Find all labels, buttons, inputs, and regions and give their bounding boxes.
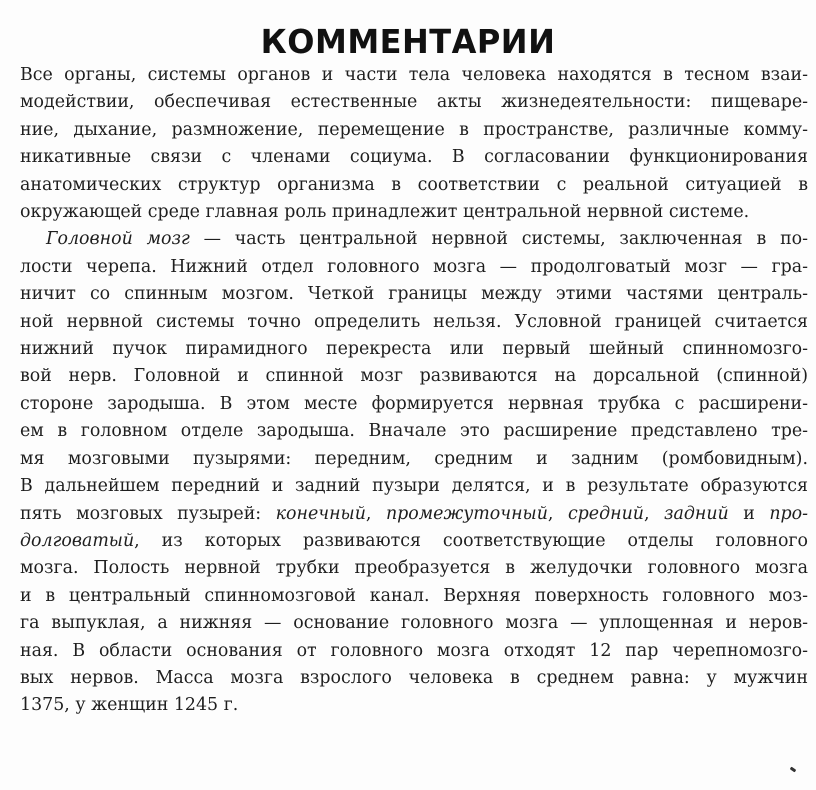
text-line: мя мозговыми пузырями: передним, средним и задним (ромбовидным). <box>20 448 808 469</box>
text-fragment: и <box>728 503 770 524</box>
text-line: Все органы, системы органов и части тела человека находятся в тесном взаи- <box>20 65 808 85</box>
text-line: стороне зародыша. В этом месте формируется нервная трубка с расширени- <box>20 393 808 414</box>
text-line: ние, дыхание, размножение, перемещение в пространстве, различные комму- <box>20 119 808 140</box>
term-brain: Головной мозг <box>46 229 190 250</box>
text-line: и в центральный спинномозговой канал. Верхняя поверхность головного моз- <box>20 585 808 606</box>
body-text <box>20 62 808 720</box>
text-line: ничит со спинным мозгом. Четкой границы между этими частями централь- <box>20 284 808 305</box>
text-fragment: , <box>547 503 568 524</box>
text-fragment: — часть центральной нервной системы, заключенная в по- <box>189 229 808 250</box>
paragraph-1 <box>20 62 808 226</box>
text-line <box>20 226 808 253</box>
text-line: вой нерв. Головной и спинной мозг развиваются на дорсальной (спинной) <box>20 366 808 387</box>
page-title: КОММЕНТАРИИ <box>260 22 556 61</box>
text-line: ная. В области основания от головного мозга отходят 12 пар черепномозго- <box>20 640 808 661</box>
text-fragment: , из которых развиваются соответствующие отделы головного <box>134 530 808 551</box>
text-line: анатомических структур организма в соответствии с реальной ситуацией в <box>20 174 808 195</box>
text-line: В дальнейшем передний и задний пузыри делятся, и в результате образуются <box>20 476 808 497</box>
text-fragment: , <box>365 503 386 524</box>
term-diencephalon: промежуточный <box>385 503 548 524</box>
text-line <box>20 501 808 528</box>
text-line: 1375, у женщин 1245 г. <box>20 695 239 716</box>
text-line: модействии, обеспечивая естественные акты жизнедеятельности: пищеваре- <box>20 92 808 113</box>
text-line: мозга. Полость нервной трубки преобразуется в желудочки головного мозга <box>20 558 808 579</box>
term-medulla-end: долговатый <box>20 530 135 551</box>
scan-speck <box>790 767 797 773</box>
text-line: нижний пучок пирамидного перекреста или первый шейный спинномозго- <box>20 339 808 360</box>
text-line: ем в головном отделе зародыша. Вначале это расширение представлено тре- <box>20 421 808 442</box>
term-hindbrain: задний <box>664 503 729 524</box>
term-telencephalon: конечный <box>275 503 366 524</box>
text-line: га выпуклая, а нижняя — основание головного мозга — уплощенная и неров- <box>20 613 808 634</box>
paragraph-2 <box>20 226 808 719</box>
text-fragment: , <box>643 503 665 524</box>
text-line: никативные связи с членами социума. В согласовании функционирования <box>20 147 808 168</box>
text-line: вых нервов. Масса мозга взрослого человека в среднем равна: у мужчин <box>20 667 808 688</box>
text-line <box>20 528 808 555</box>
text-line: окружающей среде главная роль принадлежит центральной нервной системе. <box>20 202 750 223</box>
text-line: лости черепа. Нижний отдел головного мозга — продолговатый мозг — гра- <box>20 256 808 277</box>
term-medulla-start: про- <box>769 503 808 524</box>
text-fragment: пять мозговых пузырей: <box>20 503 276 524</box>
text-line: ной нервной системы точно определить нельзя. Условной границей считается <box>20 311 808 332</box>
term-midbrain: средний <box>567 503 644 524</box>
